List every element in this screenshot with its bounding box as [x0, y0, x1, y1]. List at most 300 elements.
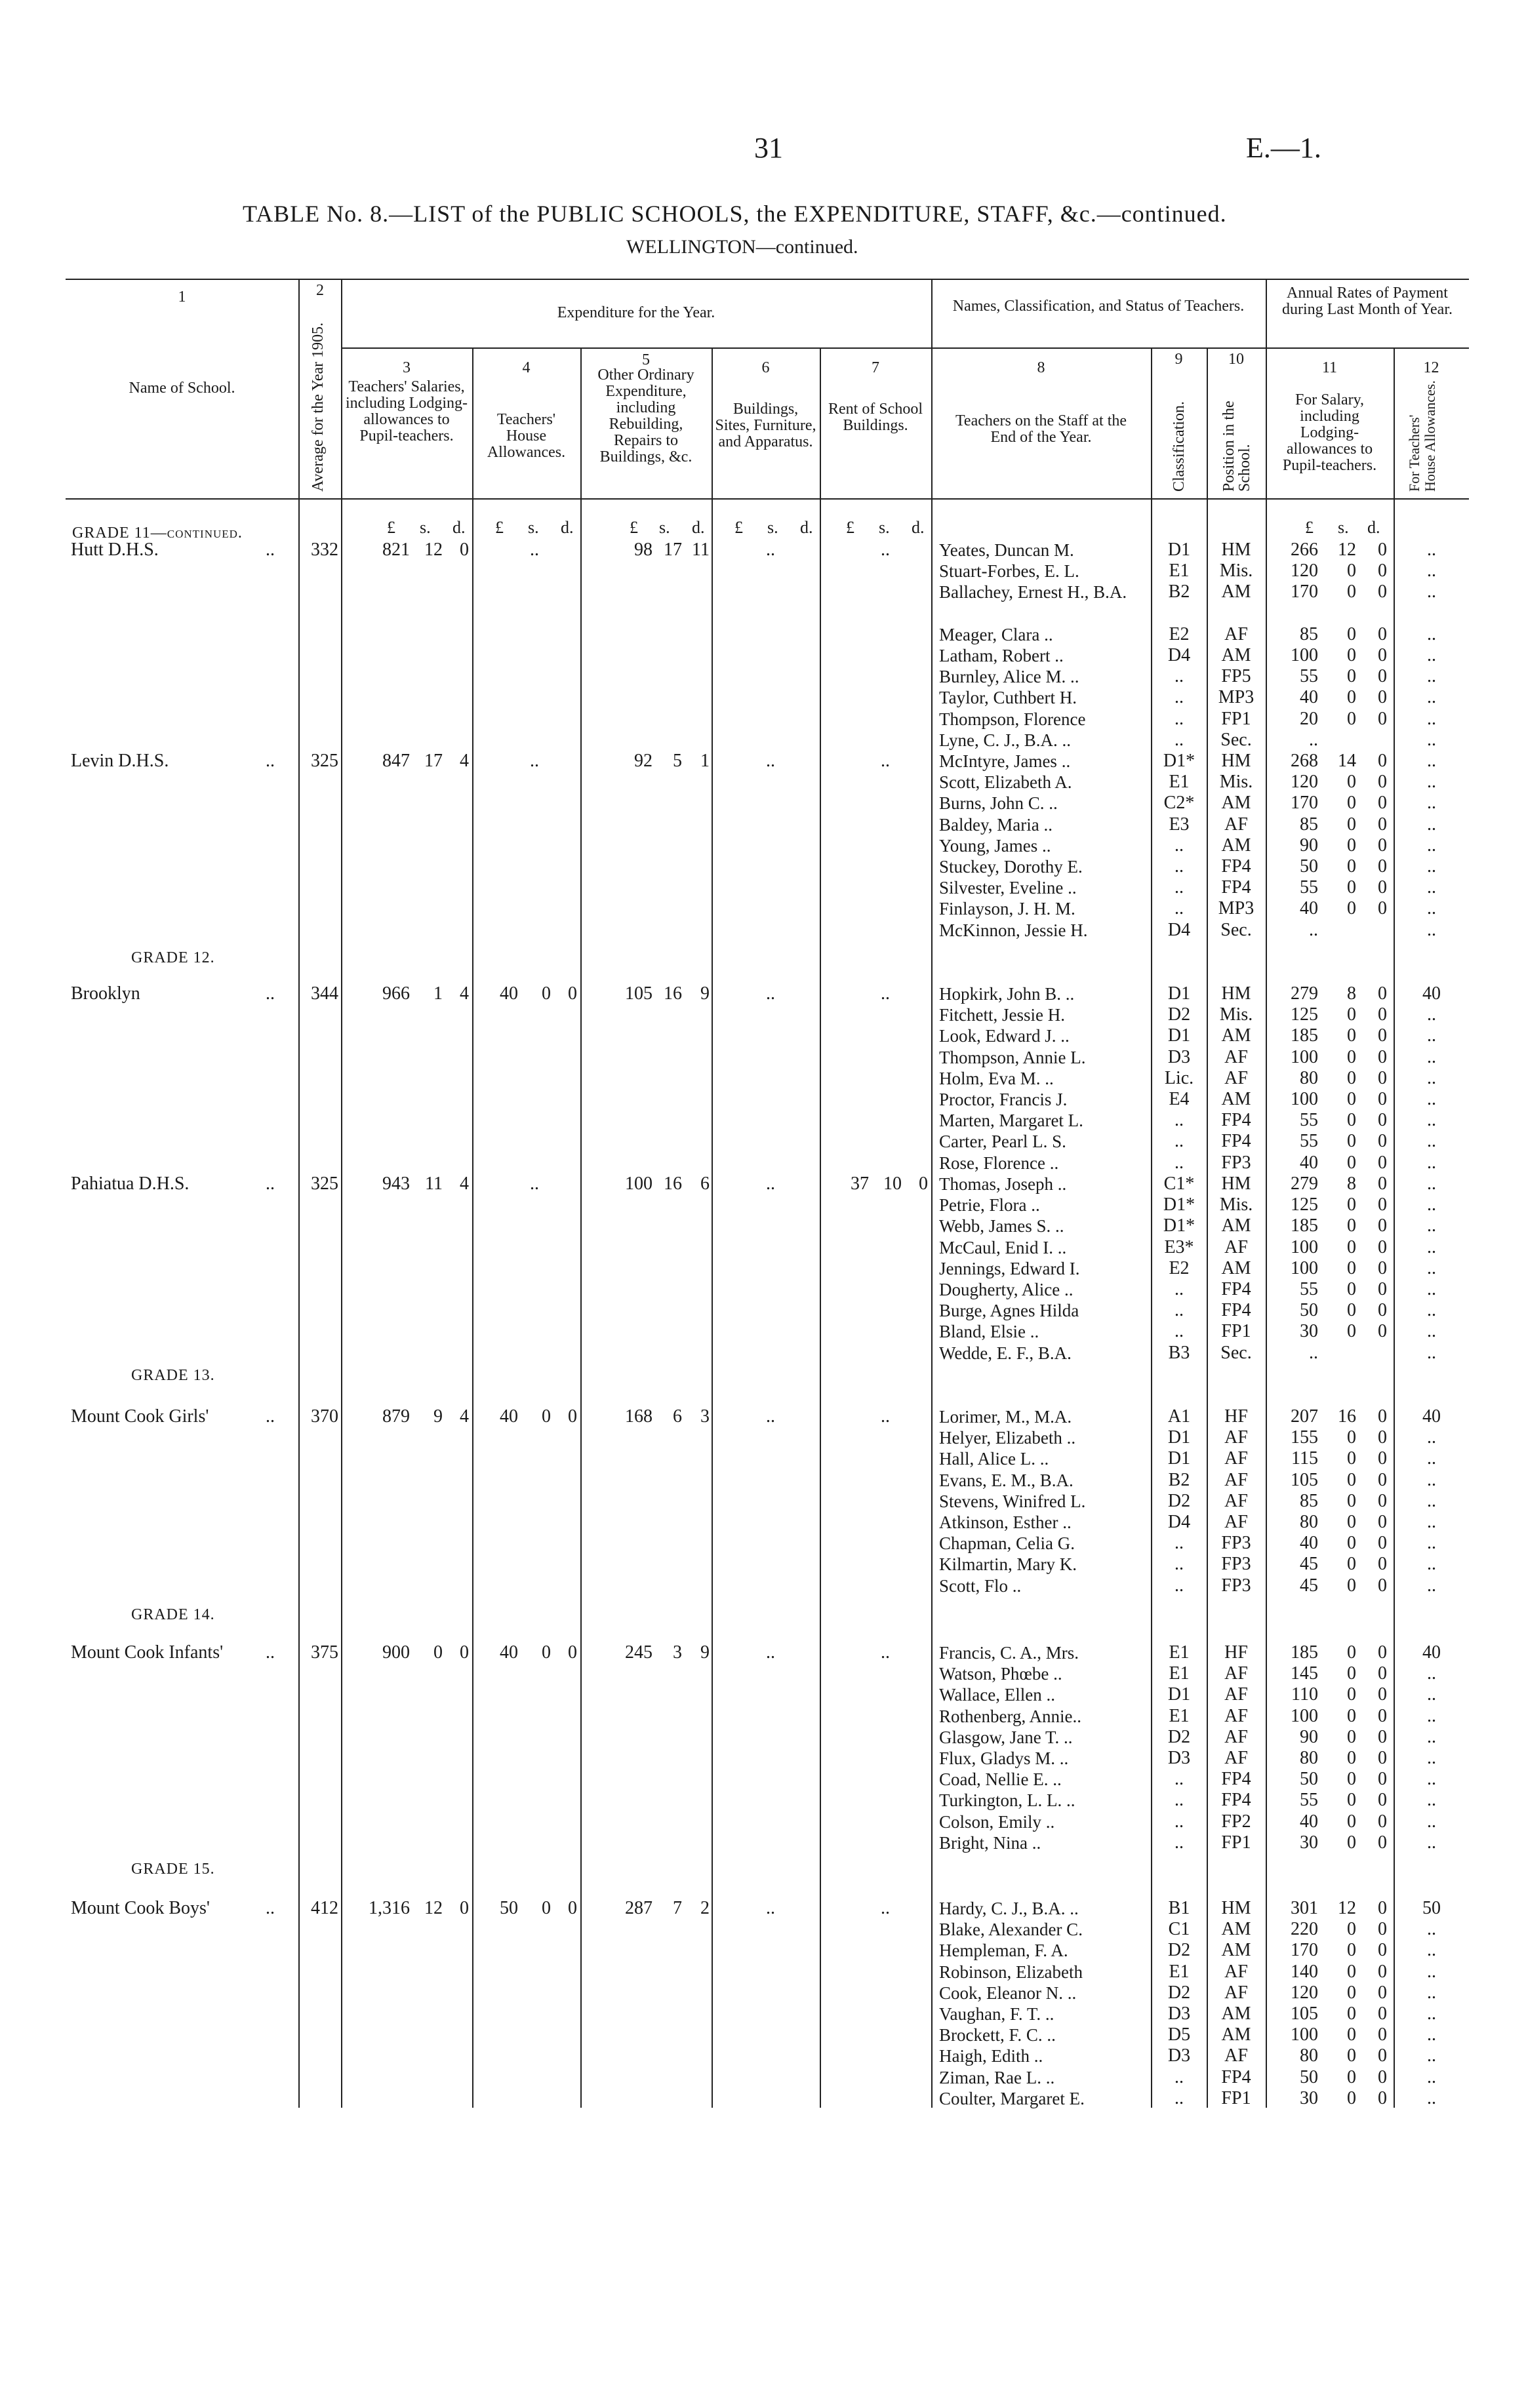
salary-shillings: 0	[1347, 1236, 1356, 1257]
salary-pounds: 105	[1291, 1469, 1318, 1490]
teacher-classification: ..	[1175, 1790, 1184, 1811]
salary-shillings: 0	[1347, 708, 1356, 729]
teacher-name: Fitchett, Jessie H.	[939, 1005, 1065, 1025]
house-allowance-rate: 40	[1422, 983, 1441, 1004]
salary-pence: 0	[1378, 1919, 1387, 1940]
salary-shillings: 0	[1347, 1321, 1356, 1342]
teacher-name: Wallace, Ellen ..	[939, 1685, 1055, 1705]
salary-shillings: 0	[1347, 1919, 1356, 1940]
salary-pounds: 55	[1300, 1279, 1318, 1299]
col-divider-5	[712, 347, 713, 2108]
house-allowance-rate: ..	[1427, 835, 1436, 856]
teacher-position: FP4	[1221, 1769, 1251, 1790]
col3-pence-unit: d.	[452, 518, 466, 537]
house-allowance-rate: ..	[1427, 856, 1436, 877]
col-divider-7	[931, 279, 933, 2108]
teacher-classification: B1	[1168, 1898, 1190, 1918]
col-divider-11	[1394, 347, 1395, 2108]
teacher-name: Hall, Alice L. ..	[939, 1449, 1049, 1469]
teacher-name: Look, Edward J. ..	[939, 1026, 1070, 1046]
teacher-classification: E1	[1169, 1961, 1190, 1982]
other-expenditure-shillings: 16	[664, 983, 682, 1004]
teacher-classification: ..	[1175, 1131, 1184, 1152]
teacher-name: Ballachey, Ernest H., B.A.	[939, 582, 1127, 602]
house-allowance-rate: ..	[1427, 1769, 1436, 1790]
teacher-name: Hardy, C. J., B.A. ..	[939, 1899, 1079, 1918]
salary-pence: 0	[1378, 1726, 1387, 1747]
salary-shillings: 0	[1347, 666, 1356, 687]
salary-pounds: 100	[1291, 1257, 1318, 1278]
teacher-position: Mis.	[1219, 772, 1253, 793]
other-expenditure-pence: 9	[700, 1642, 710, 1663]
col5-pence-unit: d.	[692, 518, 705, 537]
salary-pounds: 185	[1291, 1025, 1318, 1046]
salary-pounds: 125	[1291, 1004, 1318, 1025]
salaries-shillings: 9	[433, 1406, 443, 1427]
teacher-name: Hopkirk, John B. ..	[939, 984, 1075, 1004]
salary-shillings: 0	[1347, 856, 1356, 877]
teacher-position: AM	[1221, 2003, 1251, 2024]
house-allowance-rate: ..	[1427, 1131, 1436, 1152]
teacher-position: AM	[1221, 1940, 1251, 1961]
teacher-name: Francis, C. A., Mrs.	[939, 1643, 1079, 1663]
teacher-classification: ..	[1175, 898, 1184, 919]
teacher-classification: ..	[1175, 2087, 1184, 2108]
school-name: Mount Cook Girls'	[71, 1406, 209, 1427]
col9-header: Classification.	[1171, 401, 1188, 492]
salary-pounds: ..	[1309, 919, 1318, 940]
col-divider-4	[580, 347, 582, 2108]
salaries-shillings: 11	[425, 1174, 443, 1194]
teacher-position: FP5	[1221, 666, 1251, 687]
teacher-name: Hempleman, F. A.	[939, 1941, 1068, 1961]
salary-pounds: 105	[1291, 2003, 1318, 2024]
house-allowance-rate: ..	[1427, 919, 1436, 940]
other-expenditure-pence: 1	[700, 751, 710, 771]
school-leader-dots: ..	[266, 1898, 275, 1918]
col7-number: 7	[872, 359, 879, 376]
salary-pounds: 220	[1291, 1919, 1318, 1940]
salaries-pounds: 943	[382, 1174, 410, 1194]
salary-shillings: 0	[1347, 582, 1356, 602]
page-number: 31	[754, 132, 783, 164]
teacher-position: HM	[1221, 751, 1251, 771]
teacher-classification: D1	[1167, 1025, 1191, 1046]
teacher-name: Brockett, F. C. ..	[939, 2025, 1056, 2045]
teacher-name: Dougherty, Alice ..	[939, 1280, 1074, 1299]
house-allowances-empty: ..	[530, 1174, 539, 1194]
teacher-classification: D3	[1167, 2003, 1191, 2024]
teacher-name: Holm, Eva M. ..	[939, 1068, 1054, 1088]
salary-pounds: 207	[1291, 1406, 1318, 1427]
salary-pence: 0	[1378, 898, 1387, 919]
house-allowances-shillings: 0	[542, 1898, 551, 1918]
teacher-position: FP4	[1221, 1790, 1251, 1811]
salary-pence: 0	[1378, 1575, 1387, 1596]
salary-pence: 0	[1378, 1533, 1387, 1554]
house-allowances-pounds: 40	[500, 983, 518, 1004]
teacher-position: FP4	[1221, 1300, 1251, 1321]
salary-pence: 0	[1378, 623, 1387, 644]
salary-pounds: 80	[1300, 1748, 1318, 1768]
salary-shillings: 8	[1347, 983, 1356, 1004]
house-allowance-rate: ..	[1427, 1940, 1436, 1961]
salary-pence: 0	[1378, 1004, 1387, 1025]
salary-shillings: 0	[1347, 2066, 1356, 2087]
teacher-position: AF	[1224, 814, 1248, 835]
teacher-name: Lorimer, M., M.A.	[939, 1407, 1072, 1427]
salaries-shillings: 12	[424, 540, 443, 560]
salaries-pence: 4	[460, 1174, 469, 1194]
teacher-position: FP1	[1221, 1321, 1251, 1342]
teacher-classification: D1	[1167, 983, 1191, 1004]
expenditure-group-header: Expenditure for the Year.	[557, 304, 715, 321]
salary-pounds: 20	[1300, 708, 1318, 729]
salaries-pence: 4	[460, 751, 469, 771]
teacher-position: AM	[1221, 835, 1251, 856]
salary-pence: 0	[1378, 1174, 1387, 1194]
teacher-classification: C1	[1168, 1919, 1190, 1940]
salaries-shillings: 0	[433, 1642, 443, 1663]
teacher-classification: ..	[1175, 1110, 1184, 1131]
teacher-classification: D1	[1167, 540, 1191, 560]
teacher-classification: D3	[1167, 1046, 1191, 1067]
salary-pounds: 80	[1300, 2045, 1318, 2066]
house-allowance-rate: ..	[1427, 1832, 1436, 1853]
col4-pound-unit: £	[495, 518, 504, 537]
table-title: TABLE No. 8.—LIST of the PUBLIC SCHOOLS, the EXPENDITURE, STAFF, &c.—continued.	[243, 201, 1227, 227]
house-allowance-rate: ..	[1427, 1448, 1436, 1469]
salary-shillings: 0	[1347, 1533, 1356, 1554]
salary-pence: 0	[1378, 1512, 1387, 1532]
salary-pence: 0	[1378, 540, 1387, 560]
salary-shillings: 0	[1347, 898, 1356, 919]
teacher-classification: D4	[1167, 645, 1191, 665]
rent-empty: ..	[881, 1642, 890, 1663]
col5-pound-unit: £	[630, 518, 638, 537]
teacher-name: Marten, Margaret L.	[939, 1111, 1083, 1131]
teacher-classification: ..	[1175, 687, 1184, 708]
salary-pounds: 90	[1300, 1726, 1318, 1747]
teacher-name: Coad, Nellie E. ..	[939, 1769, 1062, 1790]
salaries-pounds: 1,316	[369, 1898, 410, 1918]
house-allowance-rate: ..	[1427, 1811, 1436, 1832]
salary-pence: 0	[1378, 1811, 1387, 1832]
house-allowances-shillings: 0	[542, 983, 551, 1004]
teacher-position: Mis.	[1219, 561, 1253, 582]
buildings-empty: ..	[766, 540, 775, 560]
teacher-classification: E2	[1169, 1257, 1190, 1278]
teacher-name: Haigh, Edith ..	[939, 2046, 1043, 2066]
salary-shillings: 0	[1347, 814, 1356, 835]
salaries-pounds: 879	[382, 1406, 410, 1427]
salary-pence: 0	[1378, 1110, 1387, 1131]
salary-shillings: 0	[1347, 1663, 1356, 1684]
col-divider-6	[820, 347, 821, 2108]
teacher-classification: E1	[1169, 1663, 1190, 1684]
teacher-position: AM	[1221, 645, 1251, 665]
house-allowance-rate: ..	[1427, 793, 1436, 814]
col6-number: 6	[761, 359, 770, 376]
salary-pence: 0	[1378, 877, 1387, 898]
salary-shillings: 0	[1347, 623, 1356, 644]
rent-shillings: 10	[883, 1174, 902, 1194]
teacher-classification: ..	[1175, 1832, 1184, 1853]
house-allowances-empty: ..	[530, 751, 539, 771]
salary-pence: 0	[1378, 1490, 1387, 1511]
school-leader-dots: ..	[266, 983, 275, 1004]
house-allowance-rate: ..	[1427, 1726, 1436, 1747]
house-allowance-rate: 40	[1422, 1406, 1441, 1427]
salary-pence: 0	[1378, 793, 1387, 814]
house-allowance-rate: ..	[1427, 1919, 1436, 1940]
teacher-position: FP4	[1221, 1110, 1251, 1131]
teacher-position: HF	[1224, 1406, 1248, 1427]
salary-shillings: 0	[1347, 1469, 1356, 1490]
grade-heading: GRADE 12.	[131, 949, 215, 966]
school-leader-dots: ..	[266, 751, 275, 771]
salary-shillings: 0	[1347, 1448, 1356, 1469]
house-allowance-rate: ..	[1427, 877, 1436, 898]
house-allowance-rate: ..	[1427, 1236, 1436, 1257]
teacher-classification: ..	[1175, 1769, 1184, 1790]
teacher-name: Jennings, Edward I.	[939, 1258, 1080, 1278]
salary-pence: 0	[1378, 1961, 1387, 1982]
salary-pence: 0	[1378, 1642, 1387, 1663]
teacher-name: Rothenberg, Annie..	[939, 1706, 1081, 1726]
teacher-name: Webb, James S. ..	[939, 1216, 1064, 1236]
teacher-position: FP4	[1221, 1279, 1251, 1299]
teacher-position: Sec.	[1220, 919, 1252, 940]
teacher-classification: ..	[1175, 835, 1184, 856]
salaries-pence: 4	[460, 983, 469, 1004]
teacher-position: FP4	[1221, 877, 1251, 898]
teacher-classification: ..	[1175, 1279, 1184, 1299]
rent-empty: ..	[881, 1898, 890, 1918]
teacher-classification: D1*	[1163, 1215, 1195, 1236]
salary-pounds: 40	[1300, 1533, 1318, 1554]
col6-pound-unit: £	[734, 518, 743, 537]
salary-pounds: 45	[1300, 1575, 1318, 1596]
salary-pounds: 40	[1300, 898, 1318, 919]
salary-pence: 0	[1378, 1089, 1387, 1109]
teacher-position: Mis.	[1219, 1194, 1253, 1215]
other-expenditure-pounds: 105	[625, 983, 653, 1004]
salary-pounds: 268	[1291, 751, 1318, 771]
salary-pounds: 85	[1300, 814, 1318, 835]
teacher-position: FP3	[1221, 1575, 1251, 1596]
teacher-classification: ..	[1175, 856, 1184, 877]
school-name: Pahiatua D.H.S.	[71, 1174, 190, 1194]
teacher-name: Thompson, Florence	[939, 709, 1086, 729]
salary-pounds: 266	[1291, 540, 1318, 560]
salary-pounds: 80	[1300, 1512, 1318, 1532]
house-allowances-shillings: 0	[542, 1642, 551, 1663]
document-reference: E.—1.	[1246, 132, 1321, 164]
house-allowance-rate: ..	[1427, 623, 1436, 644]
salary-pence: 0	[1378, 835, 1387, 856]
house-allowances-pence: 0	[568, 1898, 577, 1918]
teacher-position: AF	[1224, 1067, 1248, 1088]
other-expenditure-pence: 9	[700, 983, 710, 1004]
teacher-position: HM	[1221, 1174, 1251, 1194]
teacher-classification: D2	[1167, 1004, 1191, 1025]
house-allowance-rate: ..	[1427, 1321, 1436, 1342]
grade-heading: GRADE 13.	[131, 1367, 215, 1384]
teacher-position: FP4	[1221, 1131, 1251, 1152]
salary-pence: 0	[1378, 2066, 1387, 2087]
rent-empty: ..	[881, 540, 890, 560]
teacher-name: McIntyre, James ..	[939, 751, 1071, 771]
teacher-classification: D4	[1167, 1512, 1191, 1532]
grade-heading: GRADE 14.	[131, 1606, 215, 1623]
teacher-position: AF	[1224, 2045, 1248, 2066]
teacher-name: Young, James ..	[939, 835, 1051, 856]
col7-pound-unit: £	[846, 518, 854, 537]
salary-pence: 0	[1378, 1790, 1387, 1811]
salary-pence: 0	[1378, 1236, 1387, 1257]
salary-pounds: 50	[1300, 1769, 1318, 1790]
salary-shillings: 0	[1347, 1575, 1356, 1596]
rates-group-rule	[1266, 347, 1469, 349]
teacher-name: Meager, Clara ..	[939, 624, 1053, 644]
salary-pence: 0	[1378, 666, 1387, 687]
teacher-name: Atkinson, Esther ..	[939, 1512, 1072, 1532]
teacher-position: AM	[1221, 1089, 1251, 1109]
salary-pence: 0	[1378, 1832, 1387, 1853]
house-allowance-rate: ..	[1427, 1215, 1436, 1236]
salary-pounds: 40	[1300, 1152, 1318, 1173]
teacher-position: FP2	[1221, 1811, 1251, 1832]
house-allowance-rate: ..	[1427, 540, 1436, 560]
teacher-position: AM	[1221, 1257, 1251, 1278]
teacher-name: Petrie, Flora ..	[939, 1195, 1040, 1215]
col-divider-1	[298, 279, 300, 2108]
house-allowance-rate: ..	[1427, 1684, 1436, 1705]
teacher-name: Burge, Agnes Hilda	[939, 1301, 1079, 1321]
salary-shillings: 0	[1347, 1089, 1356, 1109]
teacher-classification: D1*	[1163, 1194, 1195, 1215]
col8-number: 8	[1037, 359, 1045, 376]
teacher-name: Ziman, Rae L. ..	[939, 2067, 1055, 2087]
teacher-position: Sec.	[1220, 729, 1252, 750]
teacher-position: AF	[1224, 1236, 1248, 1257]
teacher-name: Robinson, Elizabeth	[939, 1962, 1083, 1982]
buildings-empty: ..	[766, 1642, 775, 1663]
teacher-name: Turkington, L. L. ..	[939, 1790, 1075, 1811]
school-average: 344	[311, 983, 338, 1004]
teacher-position: HF	[1224, 1642, 1248, 1663]
teacher-classification: ..	[1175, 1554, 1184, 1575]
salary-shillings: 0	[1347, 1748, 1356, 1768]
teacher-name: Bland, Elsie ..	[939, 1322, 1039, 1342]
salary-pounds: 40	[1300, 687, 1318, 708]
teacher-classification: ..	[1175, 1575, 1184, 1596]
col11-pence-unit: d.	[1367, 518, 1380, 537]
salary-pence: 0	[1378, 2087, 1387, 2108]
teacher-classification: E1	[1169, 1642, 1190, 1663]
grade-heading: GRADE 15.	[131, 1861, 215, 1878]
teacher-classification: D5	[1167, 2024, 1191, 2045]
house-allowance-rate: ..	[1427, 1067, 1436, 1088]
salary-pence: 0	[1378, 2003, 1387, 2024]
col12-header: For Teachers' House Allowances.	[1406, 380, 1438, 492]
teacher-position: AF	[1224, 1046, 1248, 1067]
other-expenditure-shillings: 7	[673, 1898, 682, 1918]
salary-shillings: 0	[1347, 1642, 1356, 1663]
teacher-classification: B3	[1168, 1342, 1190, 1363]
salary-shillings: 0	[1347, 772, 1356, 793]
house-allowance-rate: ..	[1427, 2003, 1436, 2024]
col3-pound-unit: £	[387, 518, 395, 537]
salary-shillings: 0	[1347, 1512, 1356, 1532]
house-allowances-empty: ..	[530, 540, 539, 560]
salary-pence: 0	[1378, 856, 1387, 877]
teacher-position: AF	[1224, 1748, 1248, 1768]
house-allowance-rate: 40	[1422, 1642, 1441, 1663]
salary-shillings: 0	[1347, 1300, 1356, 1321]
salary-pounds: 100	[1291, 645, 1318, 665]
teacher-position: AF	[1224, 623, 1248, 644]
teacher-position: AM	[1221, 793, 1251, 814]
school-name: Mount Cook Boys'	[71, 1898, 210, 1918]
house-allowance-rate: ..	[1427, 1046, 1436, 1067]
house-allowance-rate: ..	[1427, 1194, 1436, 1215]
col9-number: 9	[1175, 351, 1183, 368]
teacher-classification: B2	[1168, 1469, 1190, 1490]
col5-shilling-unit: s.	[659, 518, 670, 537]
salary-pence: 0	[1378, 1406, 1387, 1427]
teacher-name: Chapman, Celia G.	[939, 1533, 1075, 1554]
house-allowance-rate: ..	[1427, 1705, 1436, 1726]
salary-shillings: 0	[1347, 1811, 1356, 1832]
salary-shillings: 0	[1347, 1769, 1356, 1790]
salary-pence: 0	[1378, 1554, 1387, 1575]
house-allowance-rate: ..	[1427, 2024, 1436, 2045]
col4-header: Teachers' House Allowances.	[487, 411, 566, 461]
house-allowance-rate: ..	[1427, 1790, 1436, 1811]
house-allowance-rate: ..	[1427, 1982, 1436, 2003]
salary-pounds: 50	[1300, 1300, 1318, 1321]
salary-shillings: 0	[1347, 1790, 1356, 1811]
col7-shilling-unit: s.	[879, 518, 890, 537]
teacher-classification: ..	[1175, 1152, 1184, 1173]
salary-pence: 0	[1378, 1257, 1387, 1278]
other-expenditure-pounds: 100	[625, 1174, 653, 1194]
house-allowance-rate: ..	[1427, 1490, 1436, 1511]
table-subtitle: WELLINGTON—continued.	[626, 236, 858, 258]
salary-pence: 0	[1378, 1300, 1387, 1321]
salary-pounds: 50	[1300, 2066, 1318, 2087]
school-name: Levin D.H.S.	[71, 751, 169, 771]
salary-pounds: 120	[1291, 561, 1318, 582]
house-allowance-rate: ..	[1427, 687, 1436, 708]
teacher-classification: ..	[1175, 1300, 1184, 1321]
salary-shillings: 12	[1338, 1898, 1356, 1918]
salary-pounds: 279	[1291, 983, 1318, 1004]
teacher-classification: ..	[1175, 708, 1184, 729]
salary-pence: 0	[1378, 1898, 1387, 1918]
salary-shillings: 0	[1347, 1257, 1356, 1278]
col1-number: 1	[178, 288, 186, 306]
house-allowance-rate: ..	[1427, 772, 1436, 793]
teacher-position: AF	[1224, 1512, 1248, 1532]
teacher-classification: E1	[1169, 561, 1190, 582]
teacher-name: Taylor, Cuthbert H.	[939, 688, 1077, 708]
teacher-position: AM	[1221, 582, 1251, 602]
salary-shillings: 0	[1347, 877, 1356, 898]
teacher-classification: ..	[1175, 666, 1184, 687]
